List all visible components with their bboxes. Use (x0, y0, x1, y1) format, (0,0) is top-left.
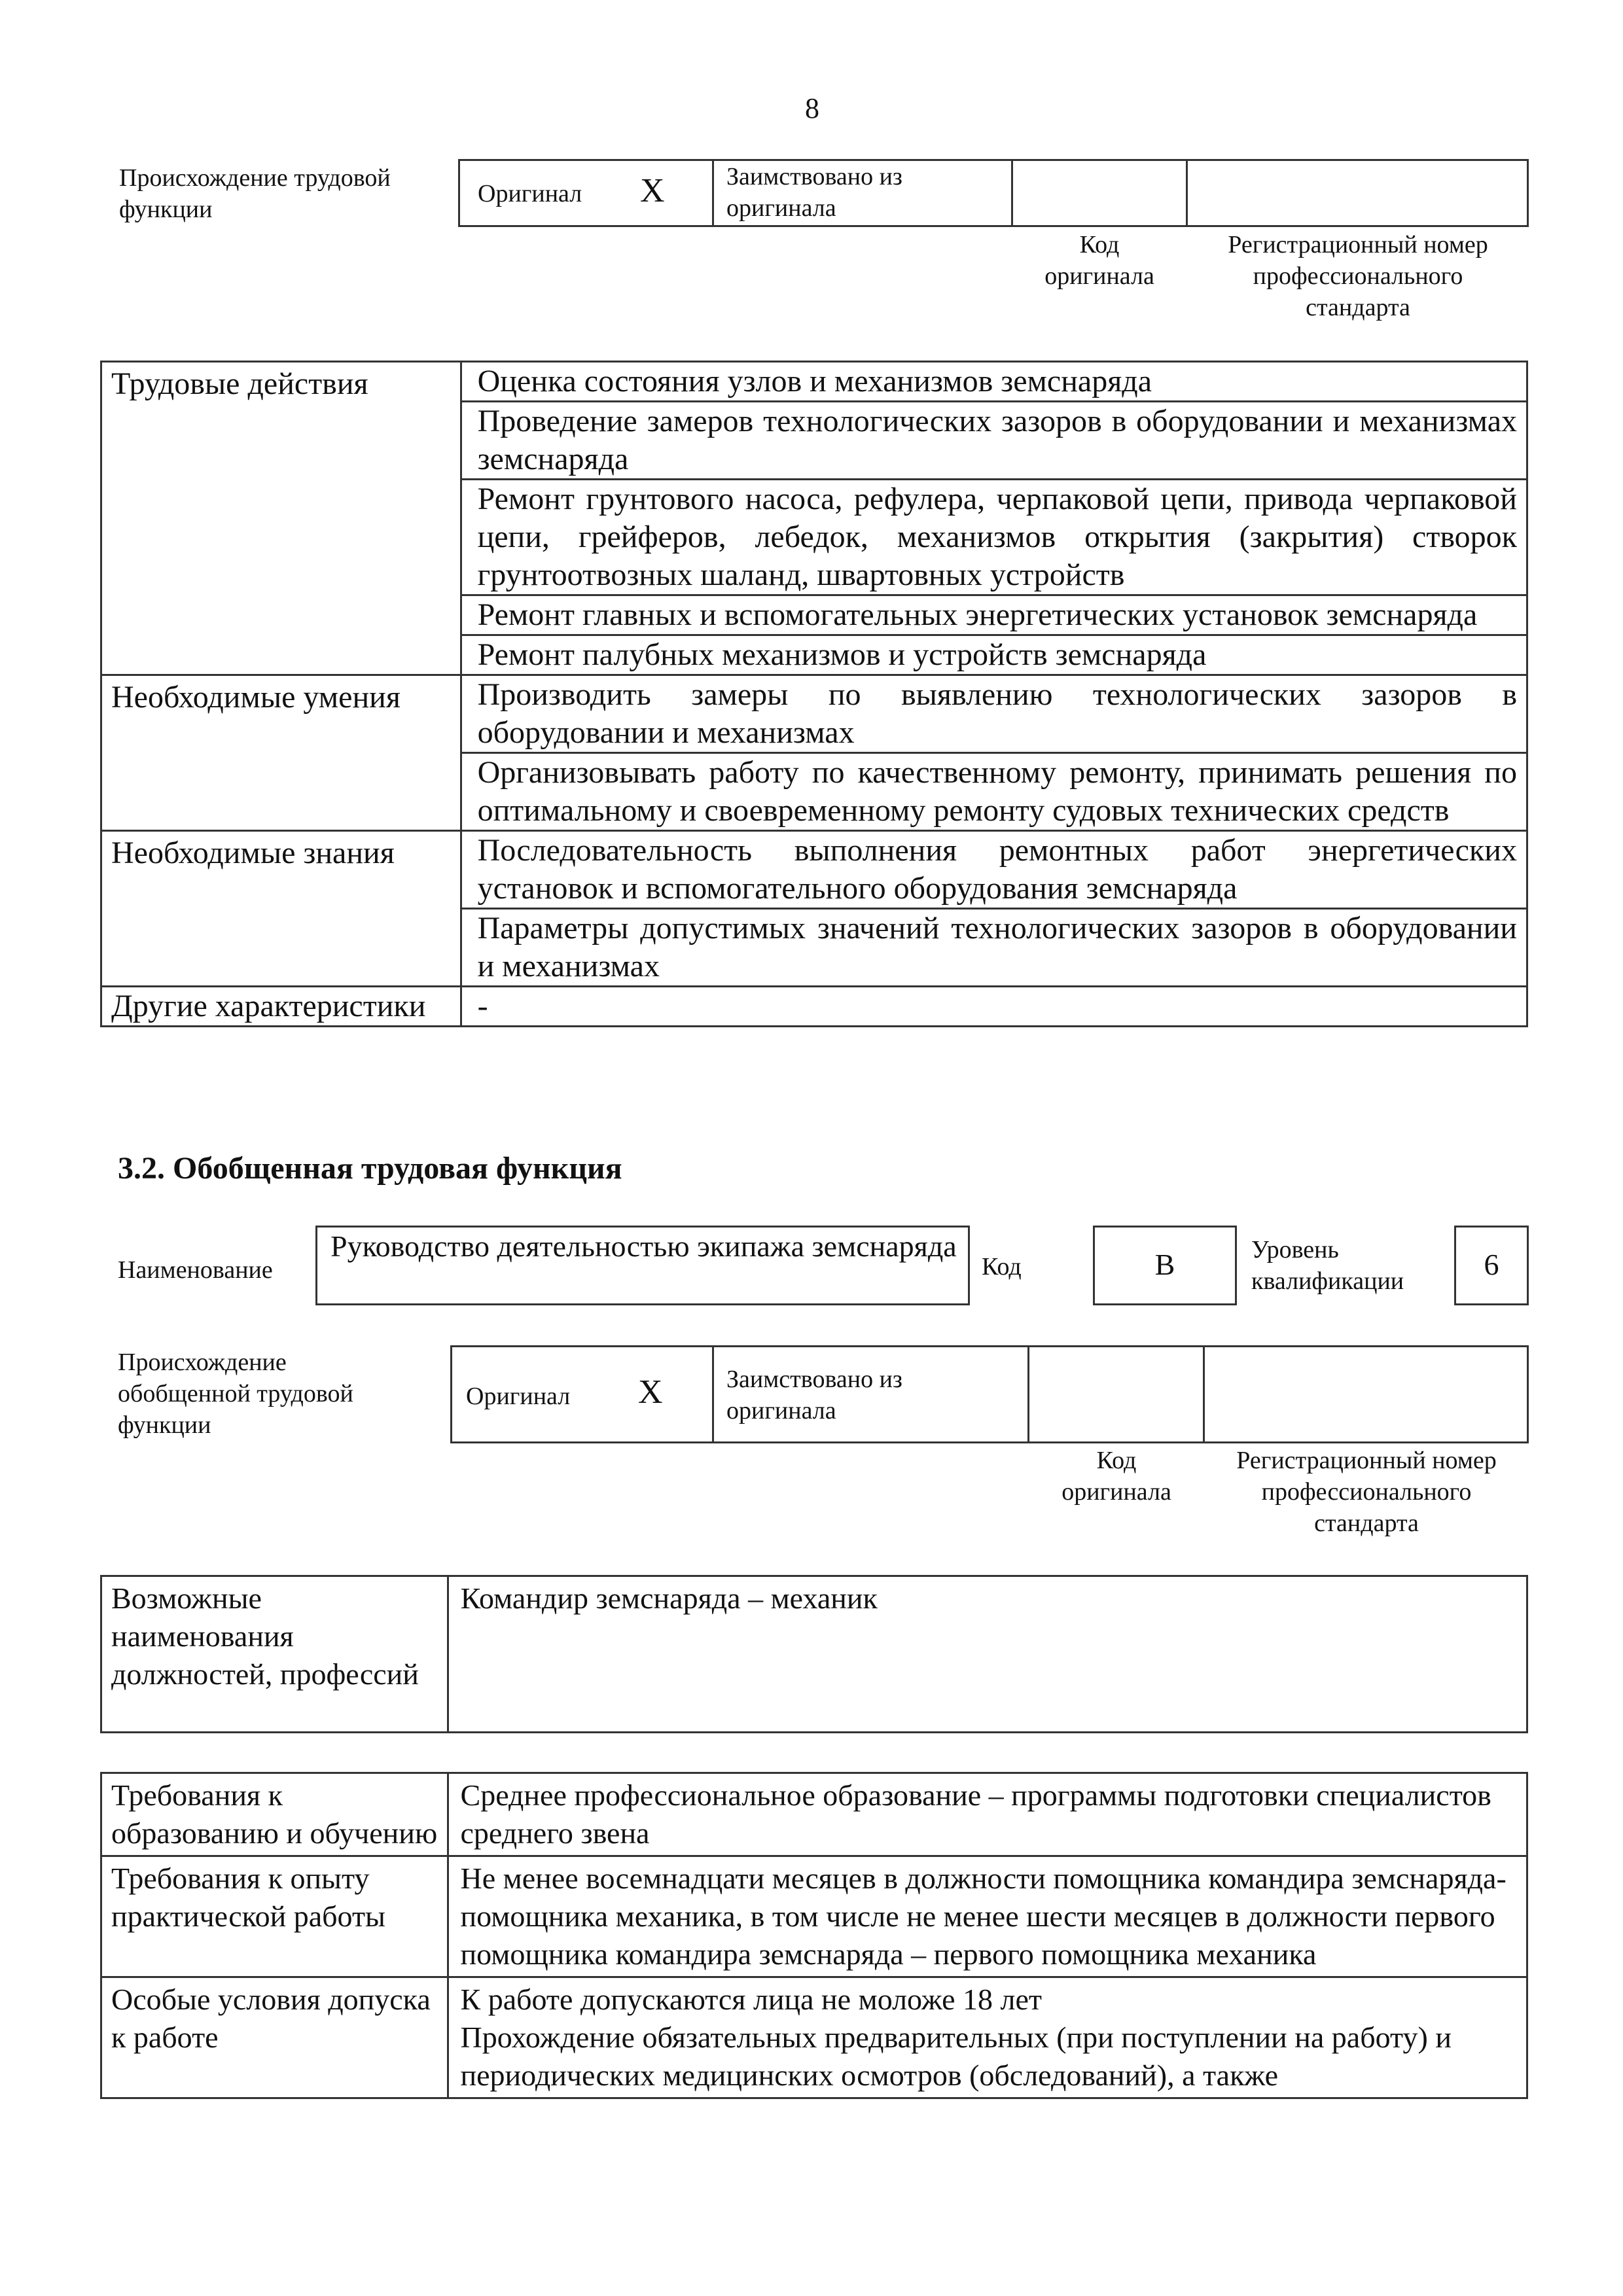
borrowed-label: Заимствовано из оригинала (726, 1366, 902, 1424)
borrowed-label: Заимствовано из оригинала (726, 163, 902, 222)
code-caption: Код оригинала (1061, 1447, 1171, 1506)
original-label: Оригинал (478, 180, 582, 207)
other-value: - (461, 987, 1527, 1027)
other-label: Другие характеристики (101, 987, 461, 1027)
education-value: Среднее профессиональное образование – программы подготовки специалистов среднего звена (448, 1773, 1527, 1856)
positions-label: Возможные наименования должностей, профессий (101, 1576, 448, 1733)
level-value: 6 (1484, 1248, 1499, 1281)
skill-item: Производить замеры по выявлению технологических зазоров в оборудовании и механизмах (461, 675, 1527, 753)
labor-action-item: Проведение замеров технологических зазоров в оборудовании и механизмах земснаряда (461, 402, 1527, 480)
name-label: Наименование (118, 1256, 273, 1284)
skill-item: Организовывать работу по качественному ремонту, принимать решения по оптимальному и своевременному ремонту судовых технических средств (461, 753, 1527, 831)
page-number: 8 (805, 92, 819, 124)
admission-value (448, 1977, 1527, 2098)
original-mark: X (638, 1373, 663, 1411)
origin2-label: Происхождение обобщенной трудовой функции (118, 1349, 353, 1439)
education-label: Требования к образованию и обучению (101, 1773, 448, 1856)
function-table (100, 361, 1528, 1027)
original-label: Оригинал (466, 1383, 571, 1410)
labor-action-item: Ремонт палубных механизмов и устройств земснаряда (461, 635, 1527, 675)
name-value: Руководство деятельностью экипажа земснаряда (330, 1229, 957, 1263)
skills-label: Необходимые умения (101, 675, 461, 831)
experience-label: Требования к опыту практической работы (101, 1856, 448, 1977)
admission-line: Прохождение обязательных предварительных (при поступлении на работу) и периодических медицинских осмотров (обследований), а также (460, 2021, 1452, 2092)
labor-action-item: Ремонт главных и вспомогательных энергетических установок земснаряда (461, 595, 1527, 635)
labor-actions-label: Трудовые действия (101, 362, 461, 675)
experience-value: Не менее восемнадцати месяцев в должности помощника командира земснаряда-помощника механика, в том числе не менее шести месяцев в должности первого помощника командира земснаряда – первого помощника механика (448, 1856, 1527, 1977)
origin-label: Происхождение трудовой функции (119, 164, 391, 223)
level-label: Уровень квалификации (1251, 1236, 1404, 1295)
requirements-table (100, 1772, 1528, 2099)
reg-caption: Регистрационный номер профессионального стандарта (1228, 231, 1488, 321)
original-mark: X (640, 172, 665, 209)
section-heading: 3.2. Обобщенная трудовая функция (118, 1151, 622, 1186)
code-label: Код (982, 1253, 1022, 1280)
positions-table (100, 1575, 1528, 1733)
knowledge-item: Последовательность выполнения ремонтных работ энергетических установок и вспомогательного оборудования земснаряда (461, 831, 1527, 909)
labor-action-item: Оценка состояния узлов и механизмов земснаряда (461, 362, 1527, 402)
labor-action-item: Ремонт грунтового насоса, рефулера, черпаковой цепи, привода черпаковой цепи, грейферов, лебедок, механизмов открытия (закрытия) створок грунтоотвозных шаланд, швартовных устройств (461, 480, 1527, 595)
code-value: B (1154, 1248, 1175, 1281)
admission-line: К работе допускаются лица не моложе 18 лет (460, 1983, 1042, 2016)
knowledge-label: Необходимые знания (101, 831, 461, 987)
code-caption: Код оригинала (1044, 231, 1154, 290)
positions-value: Командир земснаряда – механик (448, 1576, 1527, 1733)
reg-caption: Регистрационный номер профессионального стандарта (1236, 1447, 1497, 1537)
admission-label: Особые условия допуска к работе (101, 1977, 448, 2098)
knowledge-item: Параметры допустимых значений технологических зазоров в оборудовании и механизмах (461, 909, 1527, 987)
